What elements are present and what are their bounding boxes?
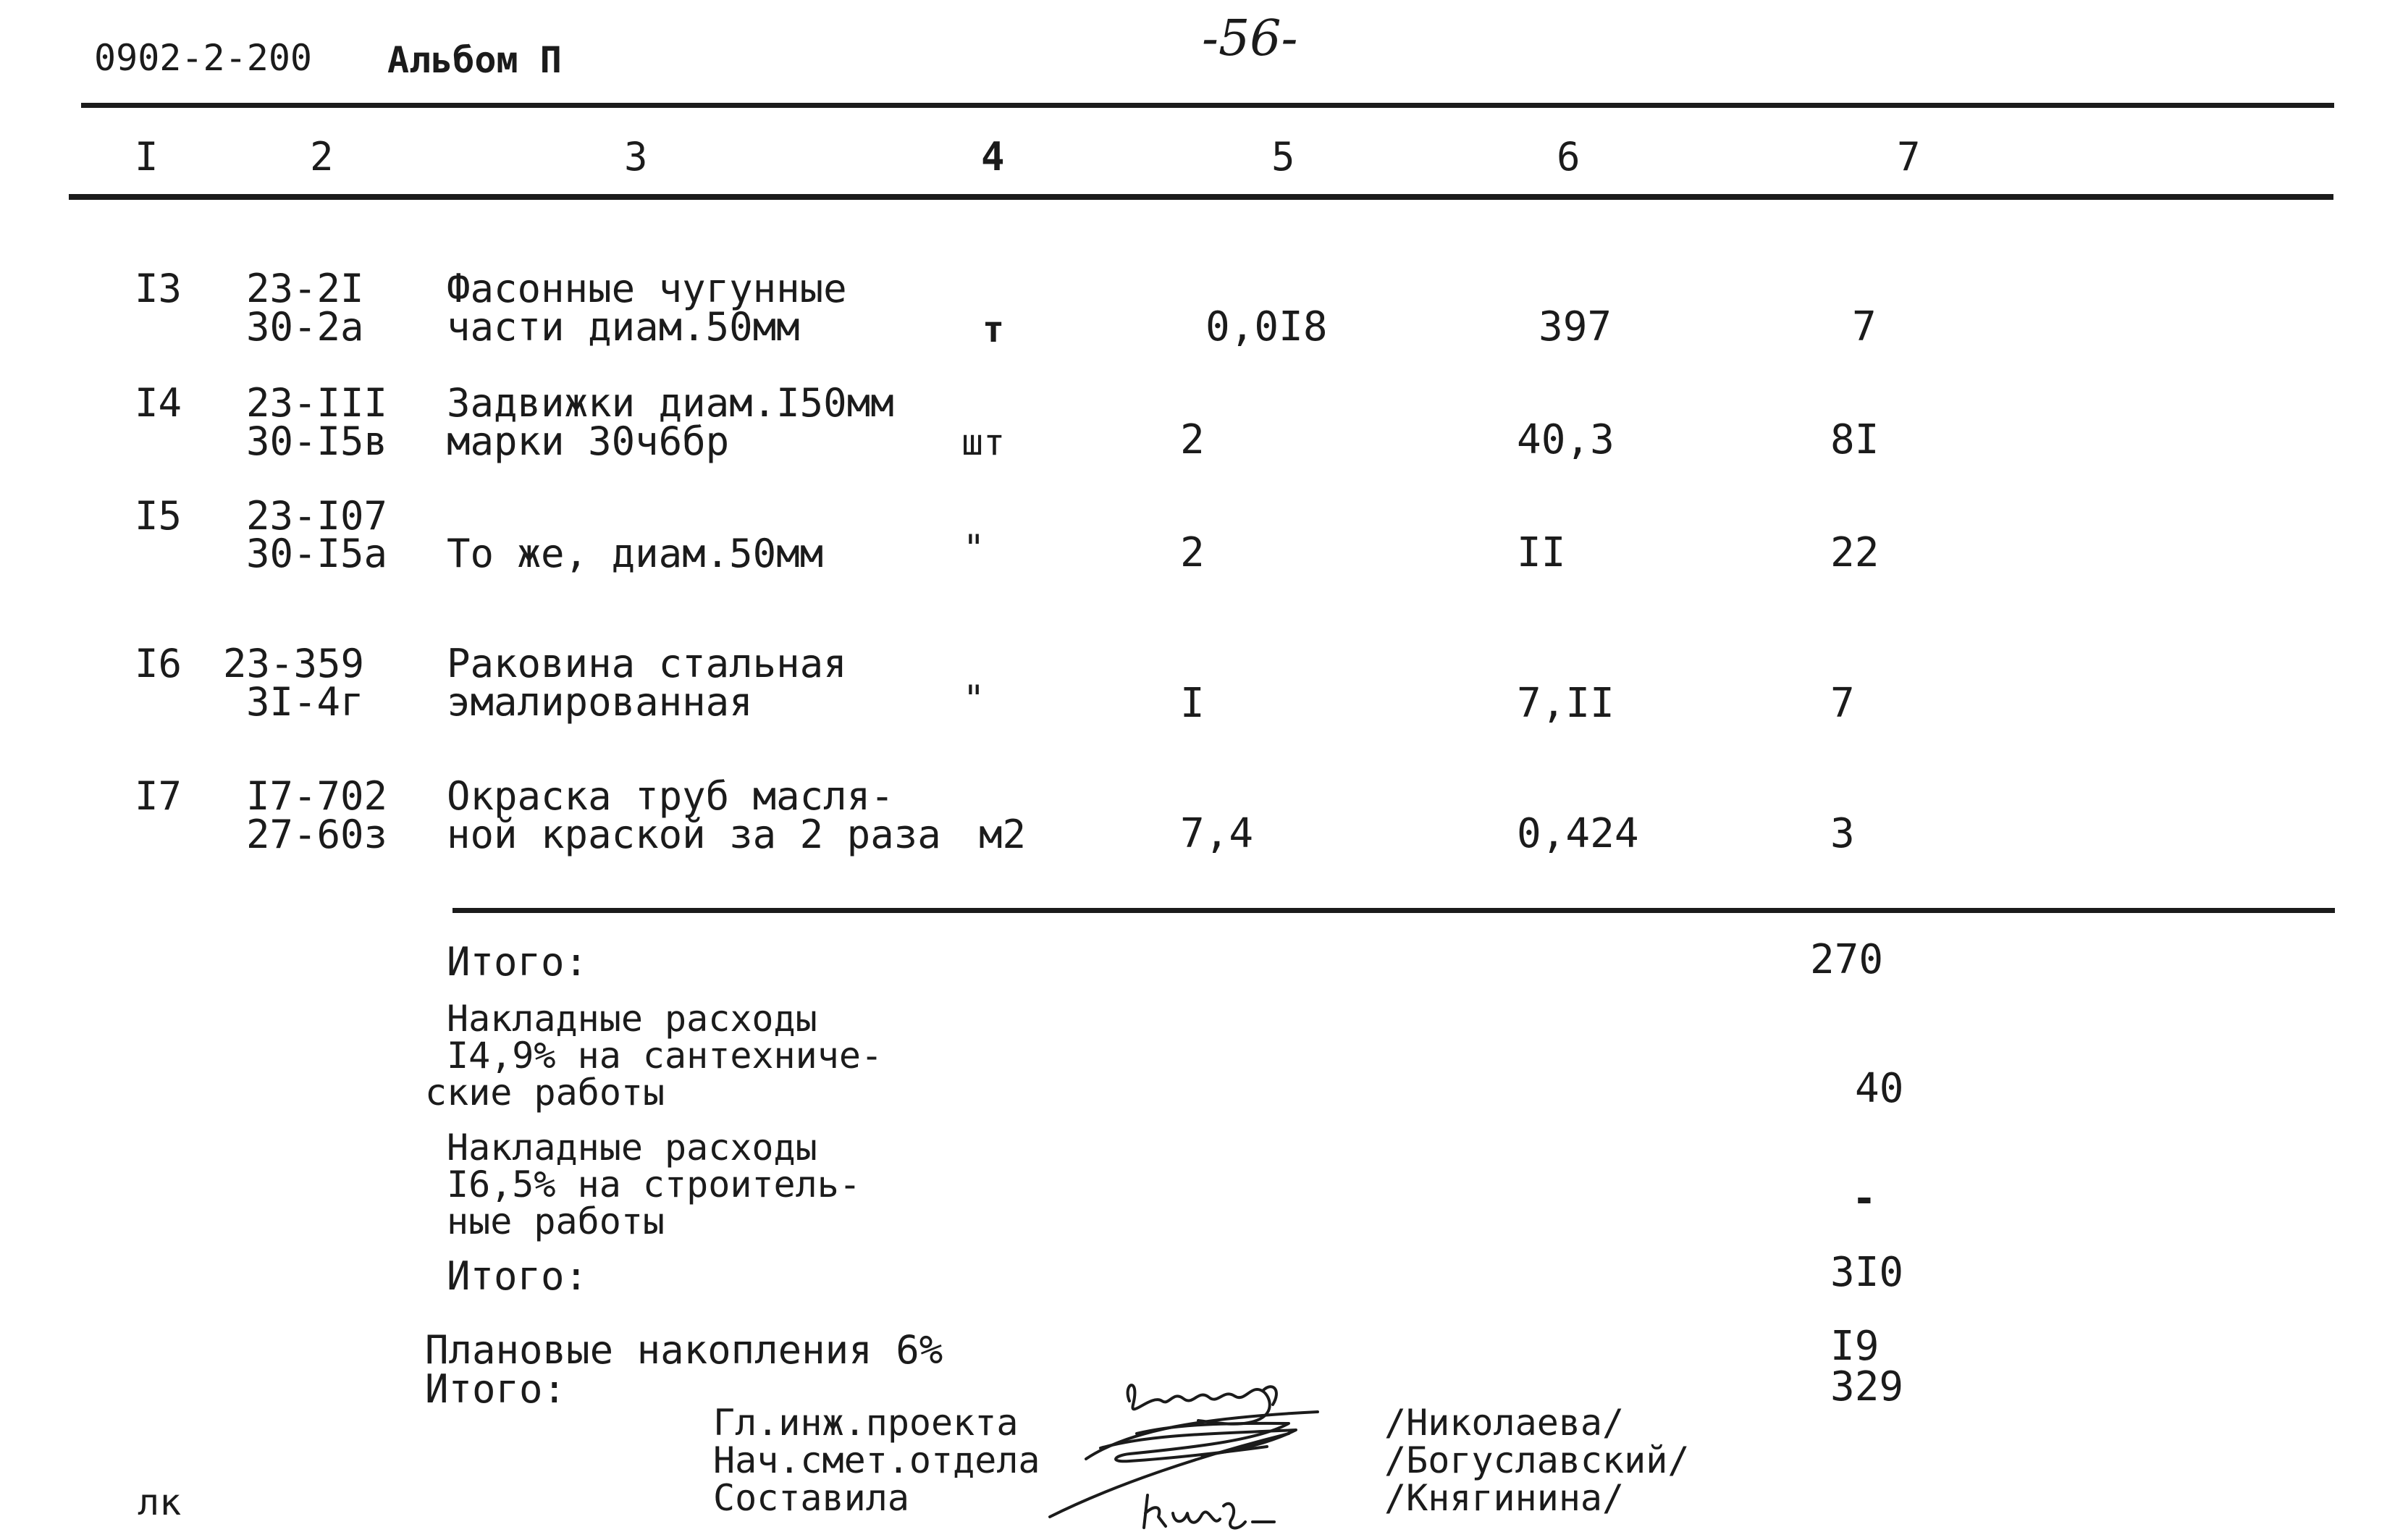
col-header-4: 4 [981,134,1005,180]
row-total: 22 [1830,529,1880,576]
row-total: 3 [1830,810,1855,857]
overhead-label: ные работы [447,1200,665,1242]
total-value: 329 [1830,1363,1904,1410]
subtotal-label: Итого: [447,939,589,985]
unit-price: 0,424 [1517,810,1639,857]
subtotal-value: 270 [1810,936,1884,983]
col-header-2: 2 [310,134,334,180]
col-header-6: 6 [1557,134,1580,180]
overhead-label: I4,9% на сантехниче- [447,1035,883,1077]
col-header-5: 5 [1271,134,1295,180]
price-code: 30-I5a [246,531,388,576]
row-total: 8I [1830,416,1880,463]
footer-mark: лк [138,1481,182,1523]
row-number: I6 [135,641,182,686]
price-code: 23-2I [246,266,364,311]
signer-role: Гл.инж.проекта [713,1402,1019,1444]
item-name: марки 30ч6бр [447,418,730,464]
overhead-label: Накладные расходы [447,1127,817,1169]
signer-name: /Княгинина/ [1384,1477,1625,1519]
page-number: -56- [1202,10,1298,67]
col-header-3: 3 [624,134,648,180]
summary-rule [453,908,2335,913]
unit-price: 7,II [1517,680,1615,727]
row-number: I7 [135,773,182,819]
price-code: I7-702 [246,773,388,819]
header-bottom-rule [69,194,2333,200]
header-top-rule [81,103,2334,108]
row-number: I5 [135,493,182,539]
item-name: Раковина стальная [447,641,847,686]
quantity: 2 [1180,529,1205,576]
handwritten-signatures [985,1361,1390,1535]
overhead-value: 40 [1855,1065,1904,1112]
item-name: Фасонные чугунные [447,266,847,311]
item-name: Окраска труб масля- [447,773,894,819]
doc-code: 0902-2-200 [94,37,313,79]
item-name: ной краской за 2 раза [447,812,941,857]
signer-name: /Николаева/ [1384,1402,1625,1444]
signer-name: /Богуславский/ [1384,1439,1690,1481]
col-header-7: 7 [1897,134,1921,180]
row-number: I4 [135,380,182,426]
quantity: 0,0I8 [1205,303,1328,350]
unit: " [963,527,985,569]
row-total: 7 [1830,680,1855,727]
unit: м2 [979,812,1027,857]
price-code: 3I-4г [246,679,364,725]
total-label: Итого: [425,1366,567,1412]
planned-savings-label: Плановые накопления 6% [425,1327,943,1373]
unit: т [982,308,1005,350]
unit: " [963,678,985,720]
subtotal-label: Итого: [447,1253,589,1299]
overhead-label: Накладные расходы [447,998,817,1040]
quantity: I [1180,680,1205,727]
unit-price: 40,3 [1517,416,1615,463]
quantity: 7,4 [1180,810,1254,857]
item-name: части диам.50мм [447,304,800,350]
overhead-label: ские работы [425,1072,665,1114]
overhead-label: I6,5% на строитель- [447,1164,861,1206]
price-code: 27-60з [246,812,388,857]
price-code: 23-I07 [246,493,388,539]
item-name: Задвижки диам.I50мм [447,380,894,426]
row-total: 7 [1852,303,1877,350]
overhead-value: - [1852,1175,1877,1222]
planned-savings-value: I9 [1830,1323,1880,1370]
signer-role: Нач.смет.отдела [713,1439,1040,1481]
row-number: I3 [135,266,182,311]
unit: шт [961,421,1006,463]
item-name: эмалированная [447,679,753,725]
price-code: 30-2a [246,304,364,350]
unit-price: 397 [1539,303,1612,350]
price-code: 30-I5в [246,418,388,464]
quantity: 2 [1180,416,1205,463]
signer-role: Составила [713,1477,909,1519]
subtotal-value: 3I0 [1830,1249,1904,1296]
album-label: Альбом П [387,39,562,81]
item-name: То же, диам.50мм [447,531,824,576]
unit-price: II [1517,529,1566,576]
price-code: 23-III [246,380,388,426]
col-header-1: I [135,134,159,180]
price-code: 23-359 [223,641,365,686]
